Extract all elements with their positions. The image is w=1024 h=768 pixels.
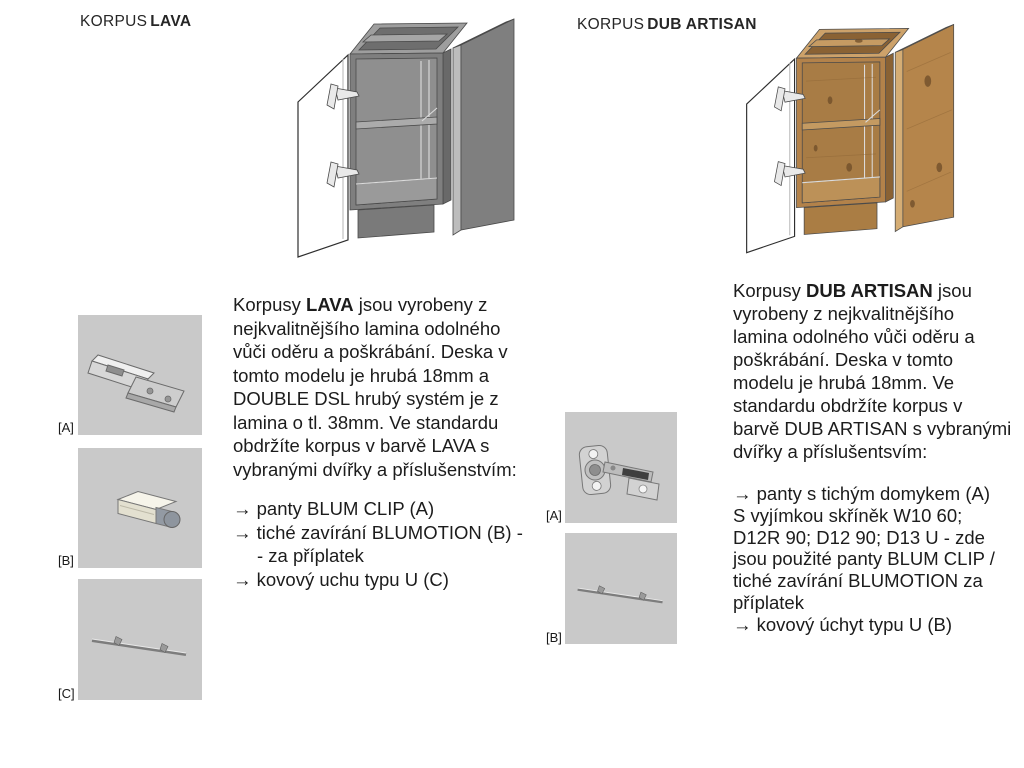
- list-line: příplatek: [733, 591, 804, 613]
- blumotion-damper-icon: [78, 448, 202, 568]
- list-line: S vyjímkou skříněk W10 60;: [733, 504, 963, 526]
- list-line: → tiché zavírání BLUMOTION (B) -: [233, 521, 523, 543]
- paragraph-line: poškrábání. Deska v tomto: [733, 349, 954, 370]
- cabinet-drawing-oak-icon: [734, 14, 974, 268]
- hardware-label-a: [A]: [58, 420, 74, 435]
- paragraph-line: vyrobeny z nejkvalitnějšího: [733, 303, 955, 324]
- intro-suffix: jsou: [932, 280, 972, 301]
- door-hinge-icon: [774, 87, 805, 111]
- hardware-image-u-handle: [78, 579, 202, 700]
- hardware-image-blum-clip-hinge: [78, 315, 202, 435]
- list-line: jsou použité panty BLUM CLIP /: [733, 548, 995, 570]
- u-handle-icon: [565, 533, 677, 644]
- paragraph-line: vůči oděru a poškrábání. Deska v: [233, 341, 508, 362]
- left-title-regular: KORPUS: [80, 13, 148, 30]
- list-line: → panty BLUM CLIP (A): [233, 498, 435, 519]
- door-hinge-icon: [774, 162, 805, 186]
- paragraph-line: tomto modelu je hrubá 18mm a: [233, 364, 490, 386]
- left-title-bold: LAVA: [150, 13, 192, 30]
- paragraph-line: obdržíte korpus v barvě LAVA s: [233, 435, 490, 456]
- paragraph-intro-line: [733, 279, 1011, 302]
- paragraph-line: modelu je hrubá 18mm. Ve: [733, 372, 955, 393]
- list-line: tiché zavírání BLUMOTION za: [733, 570, 983, 592]
- hardware-label-a: [A]: [546, 508, 562, 523]
- intro-bold: LAVA: [306, 294, 354, 315]
- right-title-bold: DUB ARTISAN: [647, 16, 757, 33]
- hardware-image-u-handle: [565, 533, 677, 644]
- hardware-image-blumotion-damper: [78, 448, 202, 568]
- intro-prefix: Korpusy: [733, 280, 807, 301]
- paragraph-line: nejkvalitnějšího lamina odolného: [233, 317, 501, 339]
- hardware-label-b: [B]: [546, 630, 562, 645]
- paragraph-line: barvě DUB ARTISAN s vybranými: [733, 418, 1012, 439]
- right-title-regular: KORPUS: [577, 16, 645, 33]
- door-hinge-icon: [327, 162, 359, 187]
- right-description: [733, 279, 1011, 636]
- list-line: D12R 90; D12 90; D13 U - zde: [733, 526, 985, 548]
- soft-close-hinge-icon: [565, 412, 677, 523]
- door-hinge-icon: [327, 84, 359, 109]
- lava-cabinet-illustration: [285, 8, 535, 273]
- list-line: - za příplatek: [257, 545, 364, 566]
- left-description: [233, 293, 523, 591]
- hardware-label-b: [B]: [58, 553, 74, 568]
- artisan-cabinet-illustration: [734, 14, 974, 268]
- right-feature-list: [733, 483, 1011, 636]
- paragraph-line: dvířky a příslušentsvím:: [733, 441, 928, 462]
- intro-prefix: Korpusy: [233, 294, 307, 315]
- list-line: → kovový uchu typu U (C): [233, 568, 449, 590]
- intro-bold: DUB ARTISAN: [806, 280, 933, 301]
- hardware-image-soft-close-hinge: [565, 412, 677, 523]
- paragraph-line: standardu obdržíte korpus v: [733, 395, 963, 416]
- hardware-label-c: [C]: [58, 686, 75, 701]
- intro-suffix: jsou vyrobeny z: [353, 294, 488, 315]
- paragraph-line: vybranými dvířky a příslušenstvím:: [233, 458, 517, 480]
- paragraph-intro-line: [233, 293, 523, 317]
- right-section-title: [577, 16, 757, 34]
- list-line: → kovový úchyt typu U (B): [733, 613, 952, 635]
- blum-clip-hinge-icon: [78, 315, 202, 435]
- cabinet-drawing-lava-icon: [285, 8, 535, 273]
- left-section-title: [80, 13, 191, 31]
- paragraph-line: lamina odolného vůči oděru a: [733, 326, 975, 347]
- u-handle-icon: [78, 579, 202, 700]
- paragraph-line: DOUBLE DSL hrubý systém je z: [233, 388, 499, 409]
- list-line: → panty s tichým domykem (A): [733, 483, 991, 504]
- left-feature-list: [233, 497, 523, 591]
- wood-grain-decoration: [806, 39, 952, 208]
- paragraph-line: lamina o tl. 38mm. Ve standardu: [233, 411, 499, 433]
